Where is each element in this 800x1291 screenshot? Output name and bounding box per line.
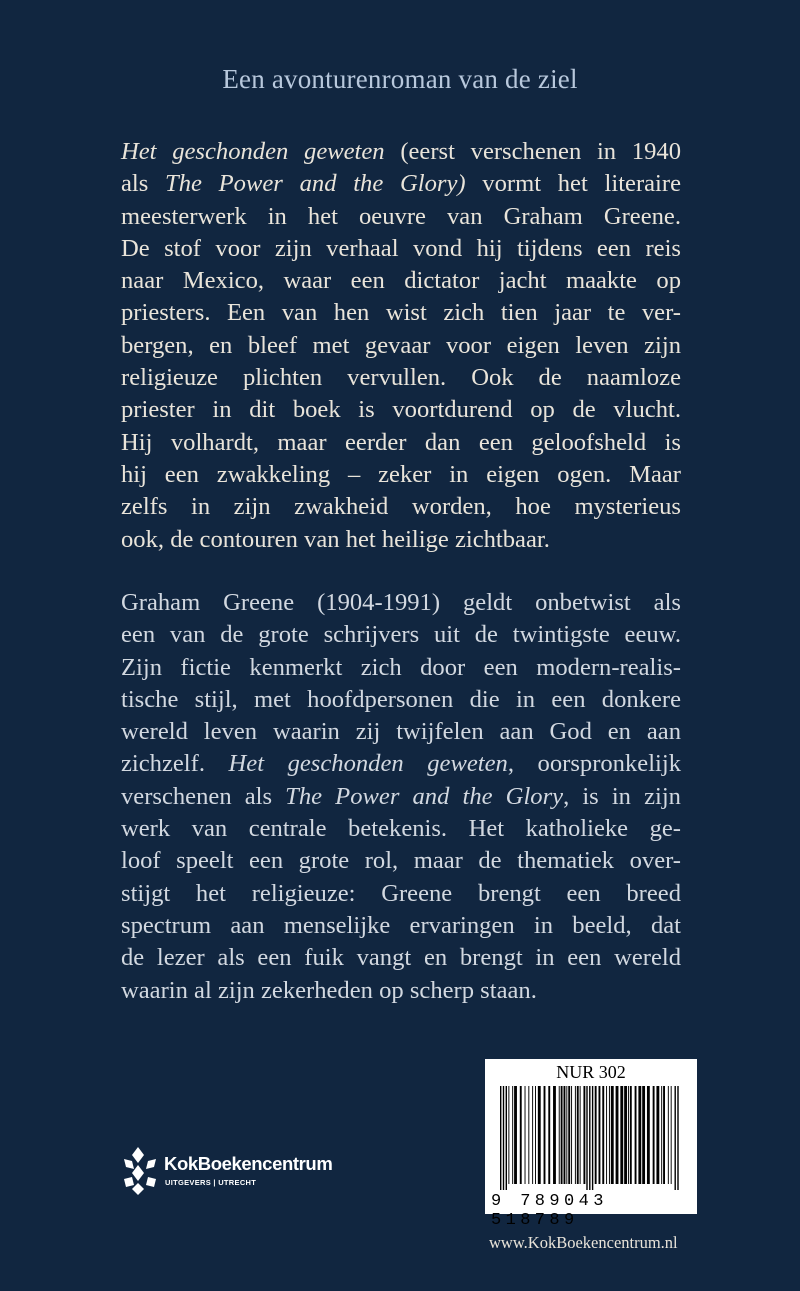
text-segment: meesterwerk in het oeuvre van Graham Greene.: [121, 202, 681, 230]
barcode-bar: [624, 1086, 627, 1184]
barcode-bar: [535, 1086, 536, 1184]
barcode-bar: [663, 1086, 665, 1184]
text-segment: werk van centrale betekenis. Het katholieke ge-: [121, 815, 681, 843]
text-segment: ook, de contouren van het heilige zichtbaar.: [121, 525, 550, 553]
text-segment: stijgt het religieuze: Greene brengt een breed: [121, 879, 681, 907]
text-line: [121, 491, 681, 523]
text-line: [121, 845, 681, 877]
text-segment: loof speelt een grote rol, maar de thematiek over-: [121, 847, 681, 875]
star-burst-logo-icon: [120, 1145, 160, 1197]
text-segment: tische stijl, met hoofdpersonen die in een donkere: [121, 685, 681, 713]
tagline: Een avonturenroman van de ziel: [222, 64, 578, 94]
barcode-bar: [506, 1086, 507, 1190]
author-bio-paragraph: [121, 587, 681, 1007]
text-segment: (eerst verschenen in 1940: [384, 138, 681, 165]
text-segment: priester in dit boek is voortdurend op de vlucht.: [121, 396, 681, 424]
barcode-bar: [592, 1086, 593, 1190]
text-line: [121, 813, 681, 845]
text-line: [121, 975, 681, 1007]
text-line: [121, 524, 681, 556]
barcode-bar: [620, 1086, 623, 1184]
text-line: [121, 201, 681, 233]
text-segment: , is in zijn: [563, 782, 681, 810]
barcode-bar: [538, 1086, 541, 1184]
text-segment: priesters. Een van hen wist zich tien jaar te ver-: [121, 299, 681, 327]
text-line: [121, 362, 681, 394]
text-segment: waarin al zijn zekerheden op scherp staan.: [121, 976, 537, 1004]
barcode-bar: [677, 1086, 678, 1190]
barcode-bar: [520, 1086, 522, 1184]
barcode-panel: [485, 1059, 697, 1230]
text-line: [121, 942, 681, 974]
barcode-bar: [661, 1086, 662, 1184]
barcode-bar: [668, 1086, 669, 1184]
text-line: [121, 427, 681, 459]
barcode-bar: [675, 1086, 676, 1190]
text-line: [121, 265, 681, 297]
text-line: [121, 748, 681, 780]
text-segment: de lezer als een fuik vangt en brengt in een wereld: [121, 944, 681, 972]
text-segment: zelfs in zijn zwakheid worden, hoe mysterieus: [121, 493, 681, 521]
nur-code: NUR 302: [556, 1062, 626, 1082]
text-line: [121, 878, 681, 910]
barcode-bar: [564, 1086, 566, 1184]
text-line: [121, 297, 681, 329]
barcode-bar: [583, 1086, 585, 1184]
publisher-name: KokBoekencentrum: [164, 1153, 333, 1174]
barcode-bar: [647, 1086, 650, 1184]
text-line: [121, 652, 681, 684]
barcode-bar: [586, 1086, 587, 1190]
text-segment: als: [121, 170, 166, 198]
italic-title: Het geschonden geweten: [121, 138, 385, 165]
italic-title: Het geschonden geweten: [228, 750, 508, 778]
barcode-bar: [656, 1086, 659, 1184]
barcode-bar: [595, 1086, 597, 1184]
text-segment: zichzelf.: [121, 750, 229, 778]
barcode-bar: [512, 1086, 513, 1184]
barcode-bar: [635, 1086, 637, 1184]
barcode-bar: [500, 1086, 501, 1190]
text-segment: Zijn fictie kenmerkt zich door een modern-realis-: [121, 653, 681, 681]
text-segment: vormt het literaire: [465, 170, 681, 198]
barcode-bar: [553, 1086, 556, 1184]
text-segment: hij een zwakkeling – zeker in eigen ogen. Maar: [121, 460, 681, 488]
publisher-subtitle: UITGEVERS | UTRECHT: [165, 1178, 257, 1187]
barcode-bar: [611, 1086, 614, 1184]
barcode-bar: [630, 1086, 632, 1184]
description-paragraph: [121, 136, 681, 556]
text-line: [121, 587, 681, 619]
barcode-bar: [514, 1086, 517, 1184]
text-segment: een van de grote schrijvers uit de twintigste eeuw.: [121, 621, 681, 649]
barcode-bar: [503, 1086, 504, 1190]
isbn-digits: 9 789043 518789: [491, 1192, 608, 1230]
barcode-bar: [599, 1086, 601, 1184]
barcode-bar: [528, 1086, 529, 1184]
barcode-bar: [577, 1086, 579, 1184]
text-line: [121, 716, 681, 748]
text-line: [121, 394, 681, 426]
text-line: [121, 330, 681, 362]
barcode-bar: [638, 1086, 641, 1184]
text-segment: verschenen als: [121, 782, 286, 810]
text-segment: De stof voor zijn verhaal vond hij tijdens een reis: [121, 234, 681, 262]
barcode-bar: [532, 1086, 533, 1184]
website-url: www.KokBoekencentrum.nl: [489, 1233, 678, 1252]
barcode-bar: [628, 1086, 629, 1184]
barcode-bar: [642, 1086, 645, 1184]
text-segment: wereld leven waarin zij twijfelen aan God en aan: [121, 718, 681, 746]
text-line: [121, 619, 681, 651]
italic-title: The Power and the Glory: [285, 782, 564, 810]
barcode-bar: [559, 1086, 560, 1184]
text-line: [121, 781, 681, 813]
barcode-bar: [580, 1086, 581, 1184]
barcode-bar: [566, 1086, 567, 1184]
barcode-bar: [609, 1086, 610, 1184]
barcode-bar: [671, 1086, 672, 1184]
publisher-logo: [120, 1145, 360, 1205]
text-segment: Hij volhardt, maar eerder dan een geloofsheld is: [121, 428, 681, 456]
text-line: [121, 459, 681, 491]
text-line: [121, 136, 681, 168]
italic-title: The Power and the Glory): [165, 170, 466, 198]
barcode-bar: [653, 1086, 655, 1184]
barcode-bar: [606, 1086, 607, 1184]
barcode-bar: [568, 1086, 570, 1184]
text-segment: spectrum aan menselijke ervaringen in beeld, dat: [121, 911, 681, 939]
barcode-bar: [544, 1086, 546, 1184]
barcode-bar: [575, 1086, 576, 1184]
text-segment: Graham Greene (1904-1991) geldt onbetwist als: [121, 589, 681, 616]
text-line: [121, 168, 681, 200]
barcode-bar: [561, 1086, 563, 1184]
barcode-bar: [616, 1086, 619, 1184]
isbn-barcode: [496, 1086, 686, 1190]
barcode-bar: [589, 1086, 590, 1190]
barcode-bar: [548, 1086, 550, 1184]
barcode-bar: [525, 1086, 526, 1184]
text-segment: bergen, en bleef met gevaar voor eigen leven zijn: [121, 331, 681, 359]
text-line: [121, 233, 681, 265]
barcode-bar: [571, 1086, 572, 1184]
barcode-bar: [602, 1086, 604, 1184]
text-line: [121, 910, 681, 942]
text-segment: , oorspronkelijk: [507, 750, 681, 778]
text-line: [121, 684, 681, 716]
text-segment: religieuze plichten vervullen. Ook de naamloze: [121, 364, 681, 392]
text-segment: naar Mexico, waar een dictator jacht maakte op: [121, 267, 681, 295]
barcode-bar: [508, 1086, 509, 1184]
